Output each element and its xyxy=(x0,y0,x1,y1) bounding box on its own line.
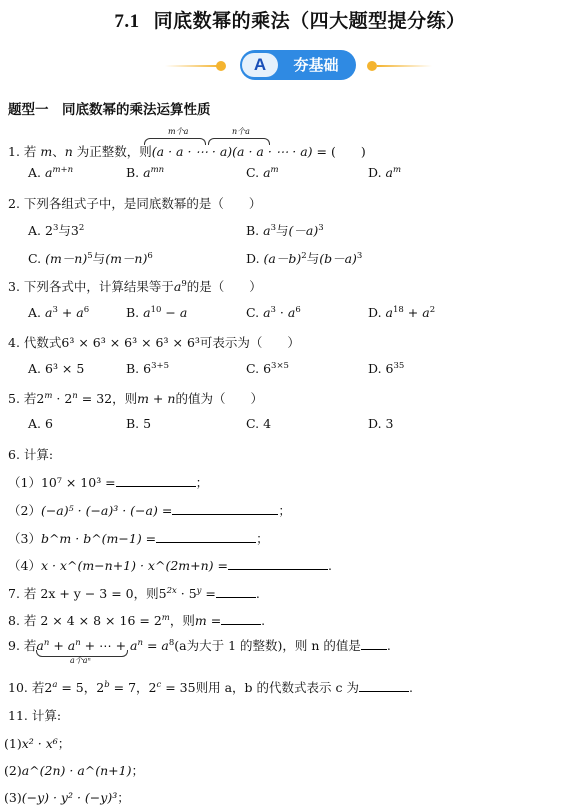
banner-dot-right xyxy=(367,61,377,71)
banner-line-right xyxy=(377,65,432,67)
q4-option-a[interactable]: A. 6³ × 5 xyxy=(28,361,85,376)
q5-option-b[interactable]: B. 5 xyxy=(126,416,152,431)
question-8: 8. 若 $2 \times 4 \times 8 \times 16 = 2^m$，则m = . xyxy=(8,612,266,628)
q4-option-b[interactable]: B. $6^{3+5}$ xyxy=(126,361,170,377)
q3-option-b[interactable]: B. $a^{10} - a$ xyxy=(126,305,188,321)
q1-option-d[interactable]: D. $a^m$ xyxy=(368,165,402,181)
q3-option-a[interactable]: A. $a^3 + a^6$ xyxy=(28,305,90,321)
question-5: 5. 若$2^m \cdot 2^n = 32$，则m + n的值为（ ） xyxy=(8,390,263,406)
q4-option-d[interactable]: D. $6^{35}$ xyxy=(368,361,405,377)
question-1: 1. 若 m、n 为正整数，则(a · a · ⋯ · a)(a · a · ⋯ · a) = ( ) xyxy=(8,144,366,159)
question-4: 4. 代数式6³ × 6³ × 6³ × 6³ × 6³可表示为（ ） xyxy=(8,335,300,350)
q2-option-b[interactable]: B. $a^3$与$(-a)^3$ xyxy=(246,222,324,238)
question-7: 7. 若 2x + y − 3 = 0，则$5^{2x} \cdot 5^y$ = . xyxy=(8,585,260,601)
question-10: 10. 若$2^a = 5$，$2^b = 7$，$2^c = 35$则用 a，b 的代数式表示 c 为 . xyxy=(8,679,413,695)
q11-item-2: (2)a^(2n) · a^(n+1)； xyxy=(4,763,144,778)
section-title: 题型一 同底数幂的乘法运算性质 xyxy=(8,102,211,118)
q9-blank[interactable] xyxy=(361,637,387,650)
q6-item-2: （2）(−a)⁵ · (−a)³ · (−a) = ； xyxy=(8,503,291,518)
q6-item-4: （4）x · x^(m−n+1) · x^(2m+n) = . xyxy=(8,558,332,573)
q11-item-3: (3)(−y) · y² · (−y)³； xyxy=(4,790,130,805)
banner-line-left xyxy=(165,65,220,67)
banner-label: 夯基础 xyxy=(293,56,339,74)
q6-item-1: （1）10⁷ × 10³ = ； xyxy=(8,475,209,490)
question-3: 3. 下列各式中，计算结果等于$a^9$的是（ ） xyxy=(8,278,262,294)
q3-option-c[interactable]: C. $a^3 \cdot a^6$ xyxy=(246,305,301,321)
q6-blank-2[interactable] xyxy=(172,502,278,515)
chapter-title: 同底数幂的乘法（四大题型提分练） xyxy=(153,10,466,32)
q6-blank-1[interactable] xyxy=(116,474,196,487)
question-11: 11. 计算: xyxy=(8,708,62,723)
q7-blank[interactable] xyxy=(216,585,256,598)
q9-brace-label: a个aⁿ xyxy=(70,656,91,665)
q2-option-c[interactable]: C. $(m-n)^5$与$(m-n)^6$ xyxy=(28,250,153,266)
q1-option-c[interactable]: C. $a^m$ xyxy=(246,165,279,181)
q6-item-3: （3）b^m · b^(m−1) = ； xyxy=(8,531,269,546)
q6-blank-4[interactable] xyxy=(228,557,328,570)
level-banner xyxy=(0,50,580,80)
q5-option-d[interactable]: D. 3 xyxy=(368,416,394,431)
chapter-number: 7.1 xyxy=(114,11,140,32)
q1-brace2-label: n个a xyxy=(232,127,250,136)
q1-option-a[interactable]: A. $a^{m+n}$ xyxy=(28,165,74,181)
q8-blank[interactable] xyxy=(221,612,261,625)
banner-letter: A xyxy=(242,53,278,77)
q5-option-a[interactable]: A. 6 xyxy=(28,416,53,431)
question-9: 9. 若$a^n + a^n$ + ⋯ + $a^n = a^8(a$为大于 1 的整数)，则 n 的值是 . xyxy=(8,637,391,653)
q2-option-d[interactable]: D. $(a-b)^2$与$(b-a)^3$ xyxy=(246,250,363,266)
page-title xyxy=(0,6,580,33)
q1-option-b[interactable]: B. $a^{mn}$ xyxy=(126,165,165,181)
q11-item-1: (1)x² · x⁶； xyxy=(4,736,71,751)
question-2: 2. 下列各组式子中，是同底数幂的是（ ） xyxy=(8,196,262,211)
q10-blank[interactable] xyxy=(359,679,409,692)
q5-option-c[interactable]: C. 4 xyxy=(246,416,272,431)
q6-blank-3[interactable] xyxy=(156,530,256,543)
q3-option-d[interactable]: D. $a^{18} + a^2$ xyxy=(368,305,436,321)
q4-option-c[interactable]: C. $6^{3\times 5}$ xyxy=(246,361,289,377)
q2-option-a[interactable]: A. $2^3$与$3^2$ xyxy=(28,222,85,238)
q1-brace1-label: m个a xyxy=(168,127,189,136)
question-6: 6. 计算: xyxy=(8,447,54,462)
